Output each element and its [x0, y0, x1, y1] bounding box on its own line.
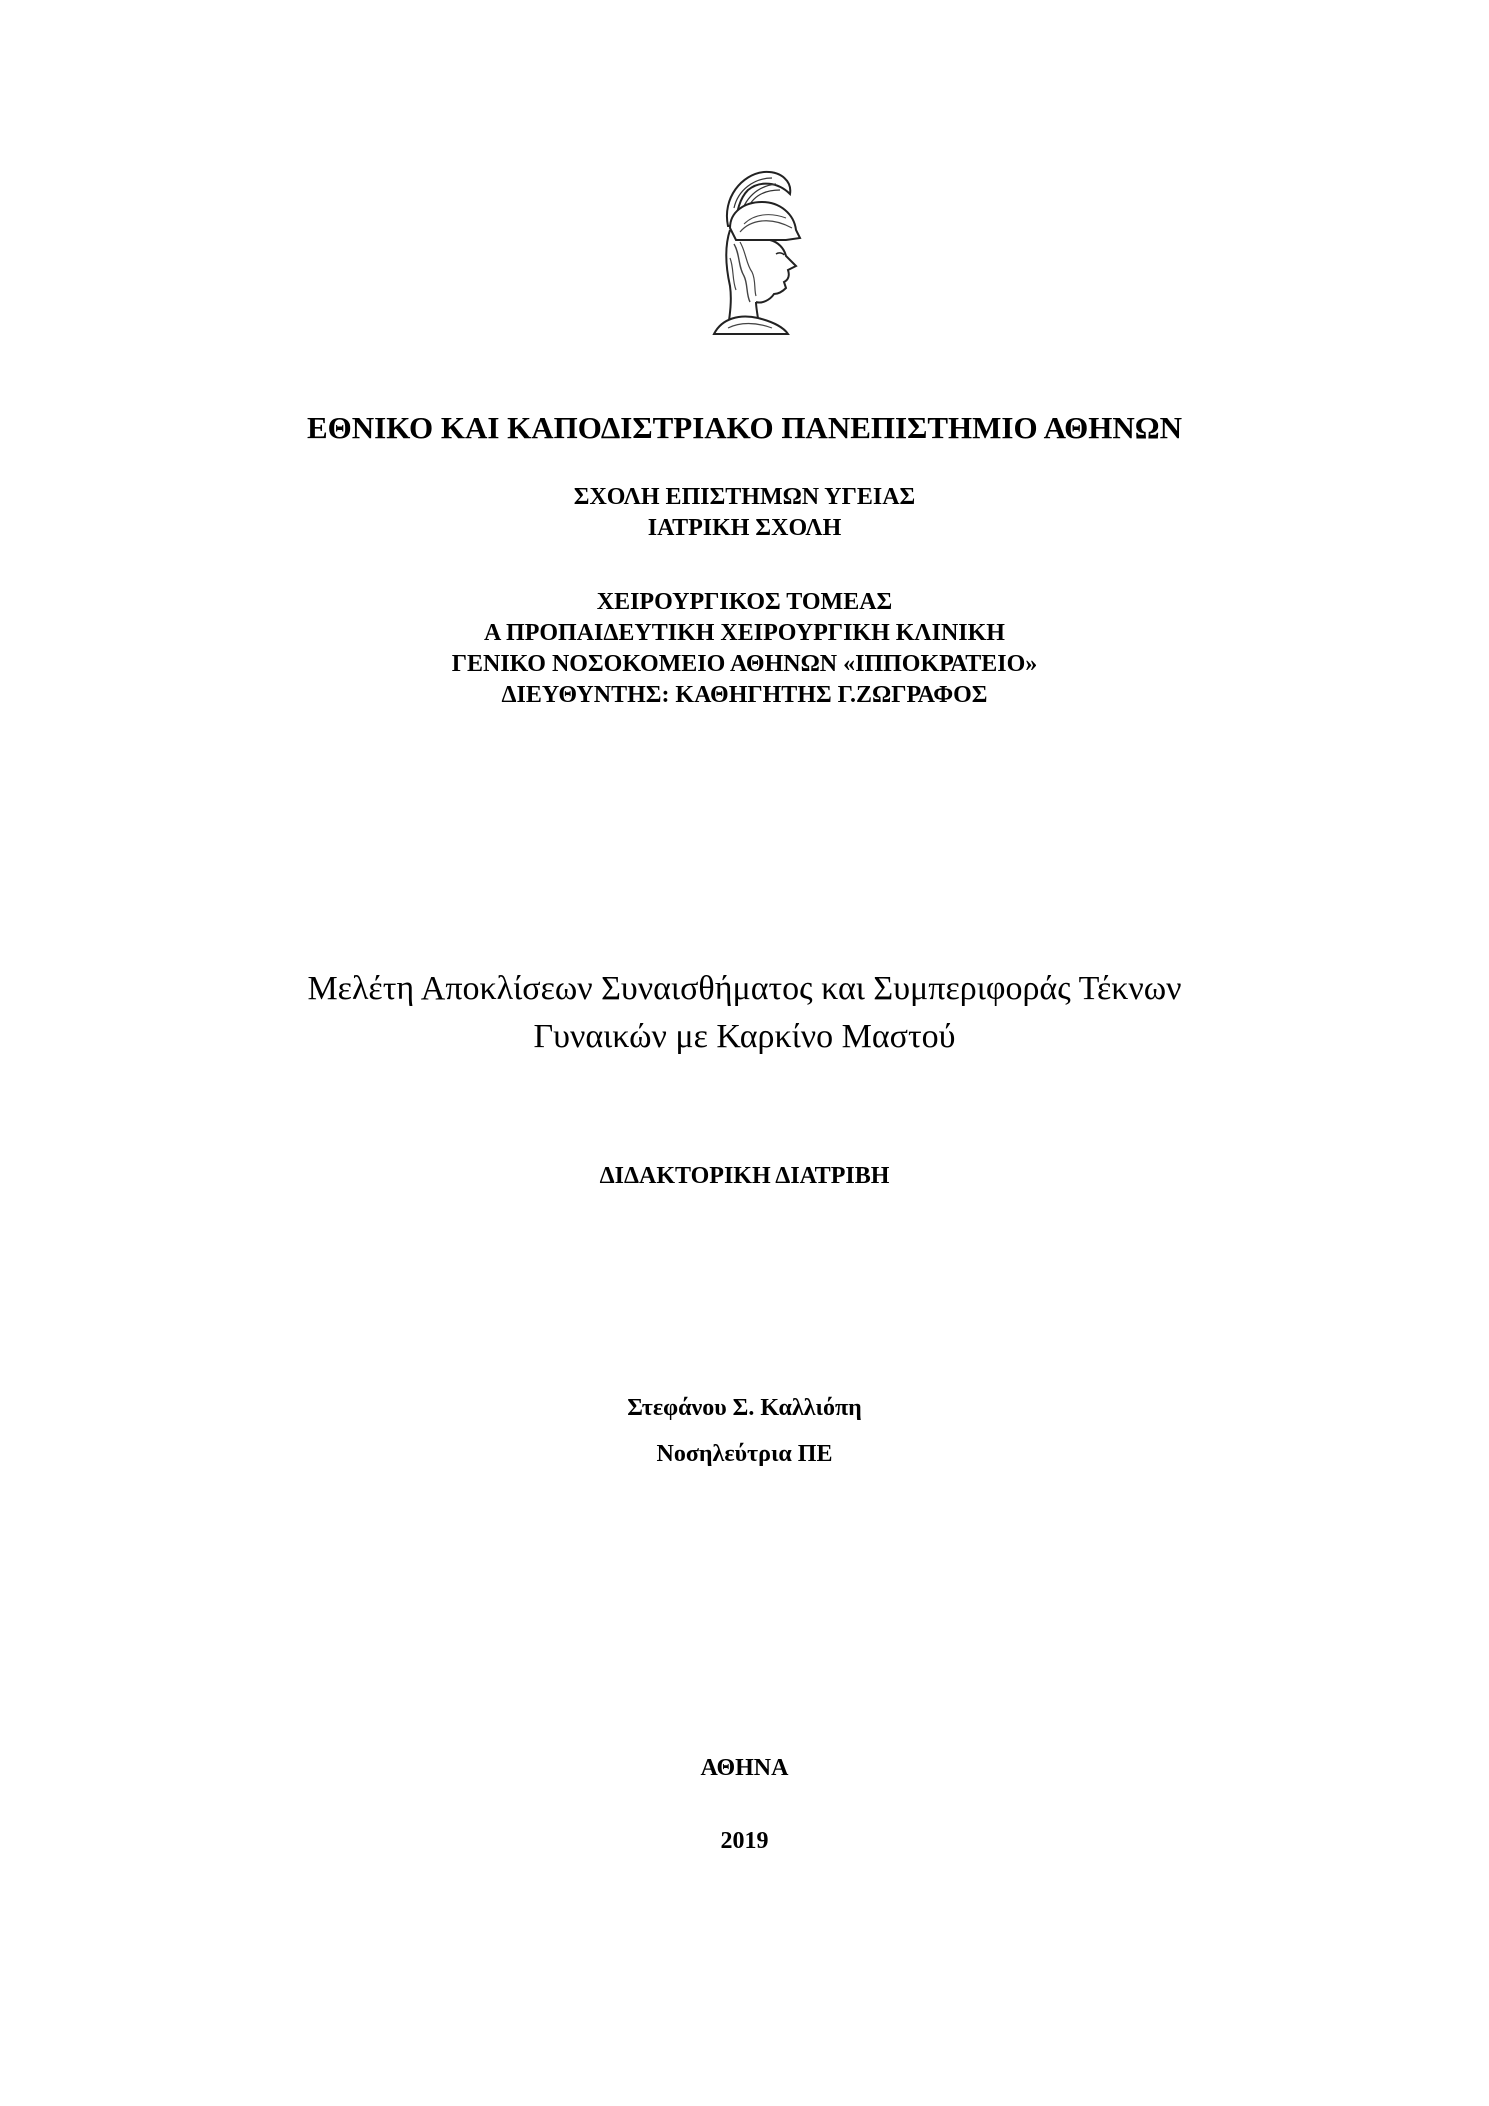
- athena-head-emblem-icon: [700, 168, 812, 338]
- author-role: Νοσηλεύτρια ΠΕ: [656, 1441, 833, 1467]
- title-line: Γυναικών με Καρκίνο Μαστού: [533, 1018, 956, 1055]
- department-line: Α ΠΡΟΠΑΙΔΕΥΤΙΚΗ ΧΕΙΡΟΥΡΓΙΚΗ ΚΛΙΝΙΚΗ: [484, 620, 1005, 646]
- department-line: ΓΕΝΙΚΟ ΝΟΣΟΚΟΜΕΙΟ ΑΘΗΝΩΝ «ΙΠΠΟΚΡΑΤΕΙΟ»: [451, 651, 1038, 677]
- year: 2019: [720, 1828, 769, 1854]
- department-line: ΧΕΙΡΟΥΡΓΙΚΟΣ ΤΟΜΕΑΣ: [596, 589, 893, 615]
- school-block: [0, 482, 1489, 544]
- department-block: [0, 587, 1489, 711]
- title-line: Μελέτη Αποκλίσεων Συναισθήματος και Συμπεριφοράς Τέκνων: [307, 970, 1182, 1007]
- thesis-type: ΔΙΔΑΚΤΟΡΙΚΗ ΔΙΑΤΡΙΒΗ: [599, 1163, 890, 1189]
- university-name: ΕΘΝΙΚΟ ΚΑΙ ΚΑΠΟΔΙΣΤΡΙΑΚΟ ΠΑΝΕΠΙΣΤΗΜΙΟ ΑΘΗΝΩΝ: [306, 410, 1183, 445]
- school-line: ΙΑΤΡΙΚΗ ΣΧΟΛΗ: [647, 515, 842, 541]
- department-line: ΔΙΕΥΘΥΝΤΗΣ: ΚΑΘΗΓΗΤΗΣ Γ.ΖΩΓΡΑΦΟΣ: [501, 682, 988, 708]
- author-name: Στεφάνου Σ. Καλλιόπη: [627, 1395, 862, 1421]
- school-line: ΣΧΟΛΗ ΕΠΙΣΤΗΜΩΝ ΥΓΕΙΑΣ: [573, 484, 916, 510]
- thesis-title: [0, 965, 1489, 1061]
- author-block: [0, 1385, 1489, 1477]
- city: ΑΘΗΝΑ: [700, 1755, 789, 1781]
